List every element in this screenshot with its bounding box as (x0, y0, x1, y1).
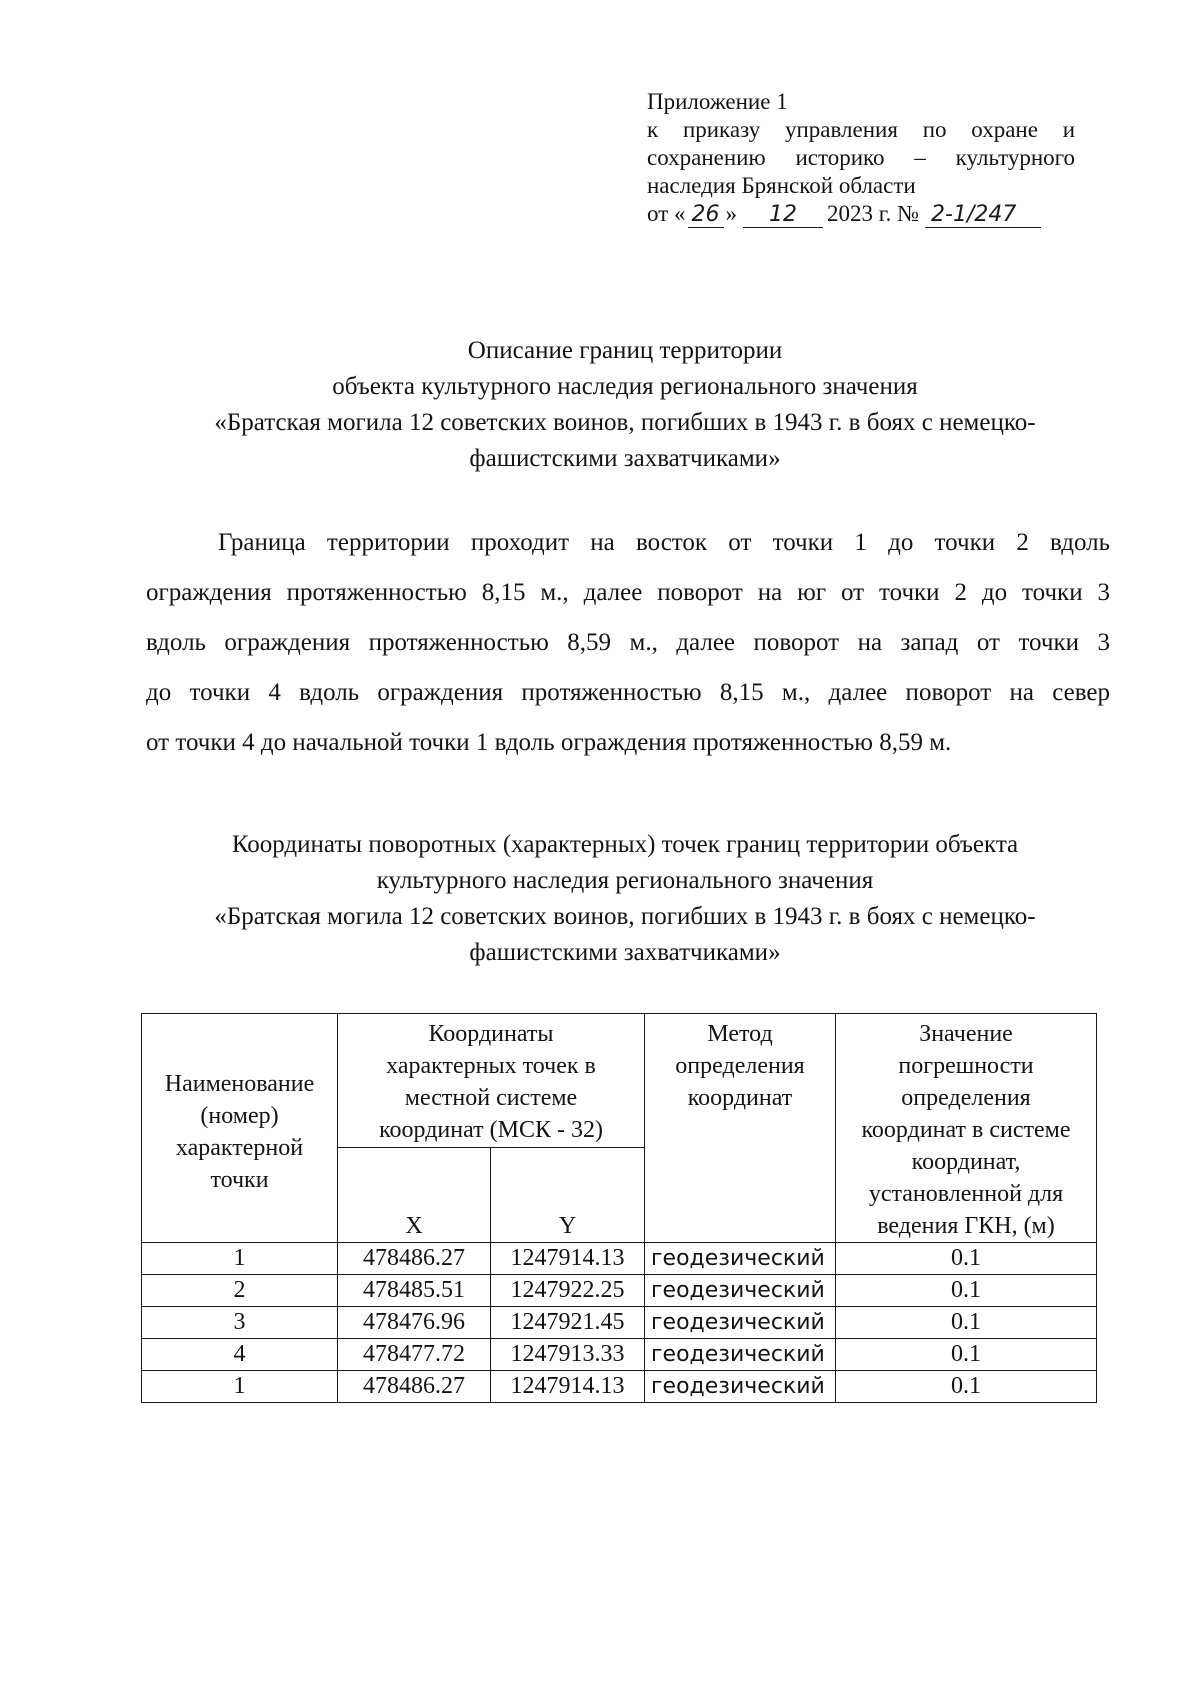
cell-x: 478486.27 (338, 1371, 491, 1403)
handwritten-order-number: 2-1/247 (925, 203, 1041, 228)
coordinates-title-line-1: Координаты поворотных (характерных) точек границ территории объекта (231, 831, 1019, 858)
coordinates-title (140, 827, 1110, 971)
coordinates-table (141, 1013, 1097, 1403)
cell-error: 0.1 (836, 1275, 1097, 1307)
cell-x: 478485.51 (338, 1275, 491, 1307)
coordinates-title-line-2: культурного наследия регионального значения (376, 867, 874, 894)
cell-method: геодезический (645, 1243, 836, 1275)
header-error-line: ведения ГКН, (м) (877, 1213, 1055, 1239)
table-row (142, 1275, 1097, 1307)
header-method (645, 1014, 836, 1243)
cell-error: 0.1 (836, 1243, 1097, 1275)
date-prefix: от « (647, 201, 686, 226)
table-row (142, 1307, 1097, 1339)
cell-error: 0.1 (836, 1371, 1097, 1403)
title-line-1: Описание границ территории (467, 337, 783, 364)
header-coords-line: Координаты (428, 1021, 554, 1047)
document-title (140, 333, 1110, 477)
date-mid: » (725, 201, 737, 226)
cell-point: 3 (142, 1307, 338, 1339)
cell-y: 1247914.13 (491, 1371, 645, 1403)
header-name-line: характерной (175, 1135, 304, 1161)
header-method-line: Метод (707, 1021, 773, 1047)
cell-point: 1 (142, 1243, 338, 1275)
handwritten-day: 26 (688, 203, 724, 228)
header-error-line: координат, (911, 1149, 1021, 1175)
cell-method: геодезический (645, 1371, 836, 1403)
header-x: X (338, 1147, 491, 1242)
table-header-row (142, 1014, 1097, 1148)
cell-method: геодезический (645, 1339, 836, 1371)
header-name-line: Наименование (164, 1071, 315, 1097)
header-error-line: определения (901, 1085, 1031, 1111)
cell-point: 2 (142, 1275, 338, 1307)
cell-x: 478476.96 (338, 1307, 491, 1339)
cell-y: 1247921.45 (491, 1307, 645, 1339)
title-line-2: объекта культурного наследия регионального значения (332, 373, 918, 400)
header-method-line: координат (687, 1085, 793, 1111)
description-line-4: до точки 4 вдоль ограждения протяженностью 8,15 м., далее поворот на север (146, 679, 1110, 706)
cell-y: 1247914.13 (491, 1243, 645, 1275)
table-row (142, 1243, 1097, 1275)
cell-method: геодезический (645, 1307, 836, 1339)
annex-title: Приложение 1 (647, 89, 788, 114)
description-line-5: от точки 4 до начальной точки 1 вдоль ограждения протяженностью 8,59 м. (146, 729, 952, 756)
cell-point: 4 (142, 1339, 338, 1371)
description-line-2: ограждения протяженностью 8,15 м., далее поворот на юг от точки 2 до точки 3 (146, 579, 1110, 606)
handwritten-month: 12 (743, 203, 823, 228)
cell-point: 1 (142, 1371, 338, 1403)
header-error (836, 1014, 1097, 1243)
annex-header (647, 88, 1075, 228)
table-row (142, 1371, 1097, 1403)
header-error-line: Значение (919, 1021, 1013, 1047)
coordinates-title-line-3: «Братская могила 12 советских воинов, погибших в 1943 г. в боях с немецко- (214, 903, 1036, 930)
cell-x: 478477.72 (338, 1339, 491, 1371)
title-line-4: фашистскими захватчиками» (469, 445, 781, 472)
annex-order-line: к приказу управления по охране и (647, 117, 1075, 142)
cell-y: 1247922.25 (491, 1275, 645, 1307)
header-name-line: (номер) (200, 1103, 279, 1129)
cell-x: 478486.27 (338, 1243, 491, 1275)
header-name-line: точки (210, 1167, 269, 1193)
cell-error: 0.1 (836, 1339, 1097, 1371)
header-coords-line: характерных точек в (386, 1053, 596, 1079)
header-y: Y (491, 1147, 645, 1242)
header-coordinates (338, 1014, 645, 1148)
header-method-line: определения (675, 1053, 805, 1079)
annex-date-line (647, 200, 1075, 228)
annex-authority-line: сохранению историко – культурного (647, 145, 1075, 170)
description-line-3: вдоль ограждения протяженностью 8,59 м., далее поворот на запад от точки 3 (146, 629, 1110, 656)
header-point-name (142, 1014, 338, 1243)
header-coords-line: координат (МСК - 32) (379, 1117, 603, 1143)
annex-region-line: наследия Брянской области (647, 173, 916, 198)
coordinates-title-line-4: фашистскими захватчиками» (469, 939, 781, 966)
header-coords-line: местной системе (404, 1085, 578, 1111)
header-error-line: погрешности (898, 1053, 1034, 1079)
cell-method: геодезический (645, 1275, 836, 1307)
header-error-line: установленной для (868, 1181, 1064, 1207)
header-error-line: координат в системе (861, 1117, 1071, 1143)
table-row (142, 1339, 1097, 1371)
cell-error: 0.1 (836, 1307, 1097, 1339)
boundary-description (146, 518, 1110, 768)
cell-y: 1247913.33 (491, 1339, 645, 1371)
date-year: 2023 г. № (827, 201, 920, 226)
title-line-3: «Братская могила 12 советских воинов, погибших в 1943 г. в боях с немецко- (214, 409, 1036, 436)
description-line-1: Граница территории проходит на восток от точки 1 до точки 2 вдоль (218, 529, 1110, 556)
